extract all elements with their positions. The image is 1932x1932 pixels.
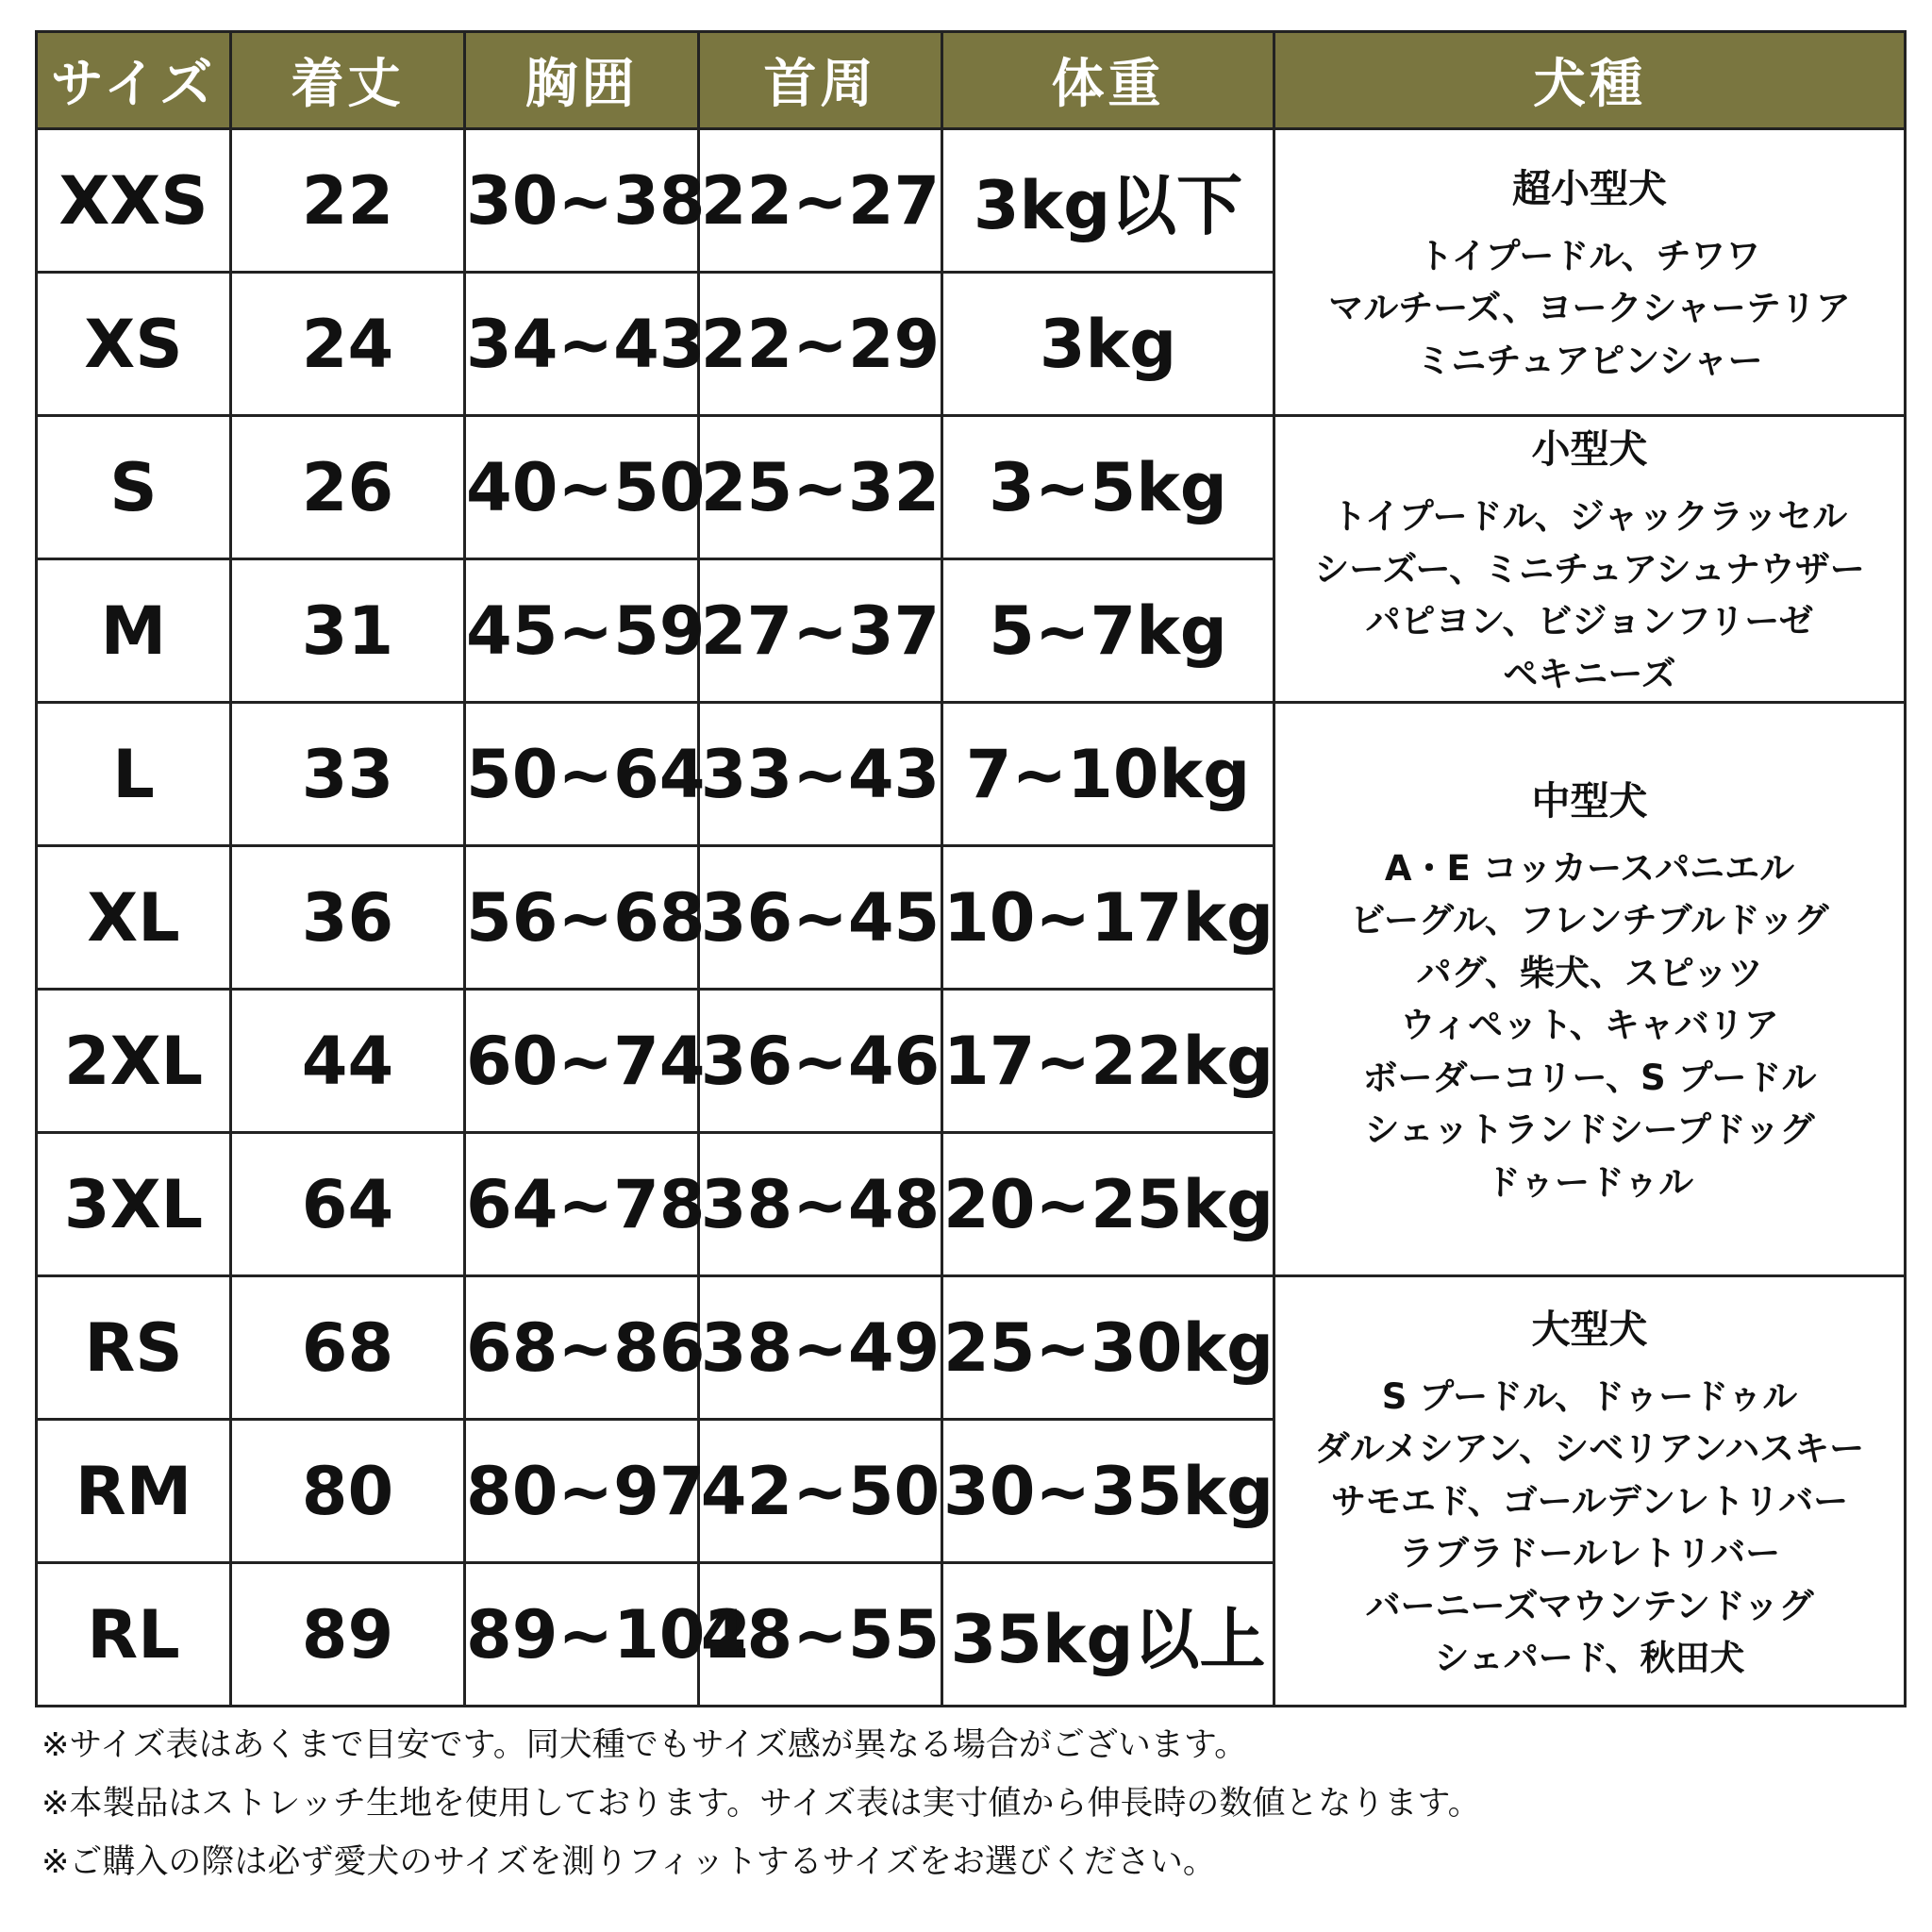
size-cell: RS bbox=[37, 1276, 231, 1420]
neck-cell: 33~43 bbox=[699, 703, 942, 846]
breed-group-small bbox=[1274, 416, 1906, 703]
length-cell: 89 bbox=[231, 1563, 465, 1707]
neck-cell: 42~50 bbox=[699, 1420, 942, 1563]
breed-line: ペキニーズ bbox=[1503, 653, 1676, 694]
neck-cell: 22~29 bbox=[699, 273, 942, 416]
breed-line: パピヨン、ビジョンフリーゼ bbox=[1365, 601, 1814, 641]
size-cell: S bbox=[37, 416, 231, 559]
size-cell: M bbox=[37, 559, 231, 703]
header-row bbox=[37, 32, 1906, 129]
length-cell: 80 bbox=[231, 1420, 465, 1563]
chest-cell: 64~78 bbox=[465, 1133, 699, 1276]
neck-cell: 25~32 bbox=[699, 416, 942, 559]
chest-cell: 40~50 bbox=[465, 416, 699, 559]
breed-line: トイプードル、チワワ bbox=[1418, 235, 1761, 276]
breed-line: シェットランドシープドッグ bbox=[1364, 1109, 1815, 1151]
header-chest: 胸囲 bbox=[465, 32, 699, 129]
size-chart-table bbox=[35, 30, 1907, 1707]
weight-cell: 30~35kg bbox=[942, 1420, 1274, 1563]
length-cell: 26 bbox=[231, 416, 465, 559]
neck-cell: 36~45 bbox=[699, 846, 942, 990]
length-cell: 64 bbox=[231, 1133, 465, 1276]
breed-line: ウィペット、キャバリア bbox=[1400, 1005, 1779, 1046]
header-size: サイズ bbox=[37, 32, 231, 129]
header-length: 着丈 bbox=[231, 32, 465, 129]
breed-category: 超小型犬 bbox=[1512, 165, 1667, 211]
note-line: ※ご購入の際は必ず愛犬のサイズを測りフィットするサイズをお選びください。 bbox=[42, 1843, 1216, 1881]
breed-line: トイプードル、ジャックラッセル bbox=[1331, 496, 1848, 537]
weight-cell: 35kg以上 bbox=[942, 1563, 1274, 1707]
breed-group-medium bbox=[1274, 703, 1906, 1276]
length-cell: 24 bbox=[231, 273, 465, 416]
chest-cell: 68~86 bbox=[465, 1276, 699, 1420]
length-cell: 22 bbox=[231, 129, 465, 273]
chest-cell: 80~97 bbox=[465, 1420, 699, 1563]
length-cell: 31 bbox=[231, 559, 465, 703]
weight-cell: 3kg bbox=[942, 273, 1274, 416]
breed-line: パグ、柴犬、スピッツ bbox=[1416, 952, 1763, 993]
breed-line: A・E コッカースパニエル bbox=[1384, 847, 1795, 889]
chest-cell: 50~64 bbox=[465, 703, 699, 846]
weight-cell: 25~30kg bbox=[942, 1276, 1274, 1420]
breed-line: マルチーズ、ヨークシャーテリア bbox=[1328, 288, 1851, 329]
table-row bbox=[37, 416, 1906, 559]
chest-cell: 60~74 bbox=[465, 990, 699, 1133]
header-breed: 犬種 bbox=[1274, 32, 1906, 129]
chest-cell: 56~68 bbox=[465, 846, 699, 990]
breed-line: ミニチュアピンシャー bbox=[1416, 340, 1763, 381]
neck-cell: 38~49 bbox=[699, 1276, 942, 1420]
table-row bbox=[37, 703, 1906, 846]
breed-line: シェパード、秋田犬 bbox=[1434, 1638, 1745, 1678]
neck-cell: 38~48 bbox=[699, 1133, 942, 1276]
chest-cell: 45~59 bbox=[465, 559, 699, 703]
breed-group-toy bbox=[1274, 129, 1906, 416]
neck-cell: 36~46 bbox=[699, 990, 942, 1133]
weight-cell: 5~7kg bbox=[942, 559, 1274, 703]
note-line: ※サイズ表はあくまで目安です。同犬種でもサイズ感が異なる場合がございます。 bbox=[42, 1726, 1248, 1764]
size-cell: 2XL bbox=[37, 990, 231, 1133]
size-cell: XL bbox=[37, 846, 231, 990]
length-cell: 44 bbox=[231, 990, 465, 1133]
breed-line: ビーグル、フレンチブルドッグ bbox=[1350, 900, 1829, 941]
notes-section bbox=[42, 1716, 1481, 1891]
weight-cell: 3~5kg bbox=[942, 416, 1274, 559]
note-line: ※本製品はストレッチ生地を使用しております。サイズ表は実寸値から伸長時の数値となります。 bbox=[42, 1785, 1481, 1823]
neck-cell: 27~37 bbox=[699, 559, 942, 703]
breed-line: ドゥードゥル bbox=[1485, 1161, 1694, 1203]
breed-category: 大型犬 bbox=[1531, 1306, 1648, 1352]
length-cell: 33 bbox=[231, 703, 465, 846]
length-cell: 68 bbox=[231, 1276, 465, 1420]
size-cell: XXS bbox=[37, 129, 231, 273]
size-cell: RM bbox=[37, 1420, 231, 1563]
breed-line: バーニーズマウンテンドッグ bbox=[1365, 1585, 1814, 1626]
chest-cell: 34~43 bbox=[465, 273, 699, 416]
breed-category: 中型犬 bbox=[1531, 777, 1648, 824]
header-neck: 首周 bbox=[699, 32, 942, 129]
neck-cell: 22~27 bbox=[699, 129, 942, 273]
weight-cell: 20~25kg bbox=[942, 1133, 1274, 1276]
breed-category: 小型犬 bbox=[1531, 426, 1648, 472]
size-cell: RL bbox=[37, 1563, 231, 1707]
chest-cell: 30~38 bbox=[465, 129, 699, 273]
neck-cell: 48~55 bbox=[699, 1563, 942, 1707]
chest-cell: 89~102 bbox=[465, 1563, 699, 1707]
size-cell: XS bbox=[37, 273, 231, 416]
breed-line: S プードル、ドゥードゥル bbox=[1381, 1375, 1798, 1417]
table-row bbox=[37, 129, 1906, 273]
breed-line: シーズー、ミニチュアシュナウザー bbox=[1314, 548, 1865, 590]
weight-cell: 3kg以下 bbox=[942, 129, 1274, 273]
header-weight: 体重 bbox=[942, 32, 1274, 129]
weight-cell: 17~22kg bbox=[942, 990, 1274, 1133]
table-row bbox=[37, 1276, 1906, 1420]
size-cell: 3XL bbox=[37, 1133, 231, 1276]
size-cell: L bbox=[37, 703, 231, 846]
weight-cell: 7~10kg bbox=[942, 703, 1274, 846]
length-cell: 36 bbox=[231, 846, 465, 990]
breed-line: ボーダーコリー、S プードル bbox=[1362, 1057, 1817, 1098]
breed-line: サモエド、ゴールデンレトリバー bbox=[1330, 1480, 1849, 1522]
breed-group-large bbox=[1274, 1276, 1906, 1707]
weight-cell: 10~17kg bbox=[942, 846, 1274, 990]
breed-line: ダルメシアン、シベリアンハスキー bbox=[1314, 1428, 1865, 1469]
breed-line: ラブラドールレトリバー bbox=[1398, 1533, 1781, 1574]
